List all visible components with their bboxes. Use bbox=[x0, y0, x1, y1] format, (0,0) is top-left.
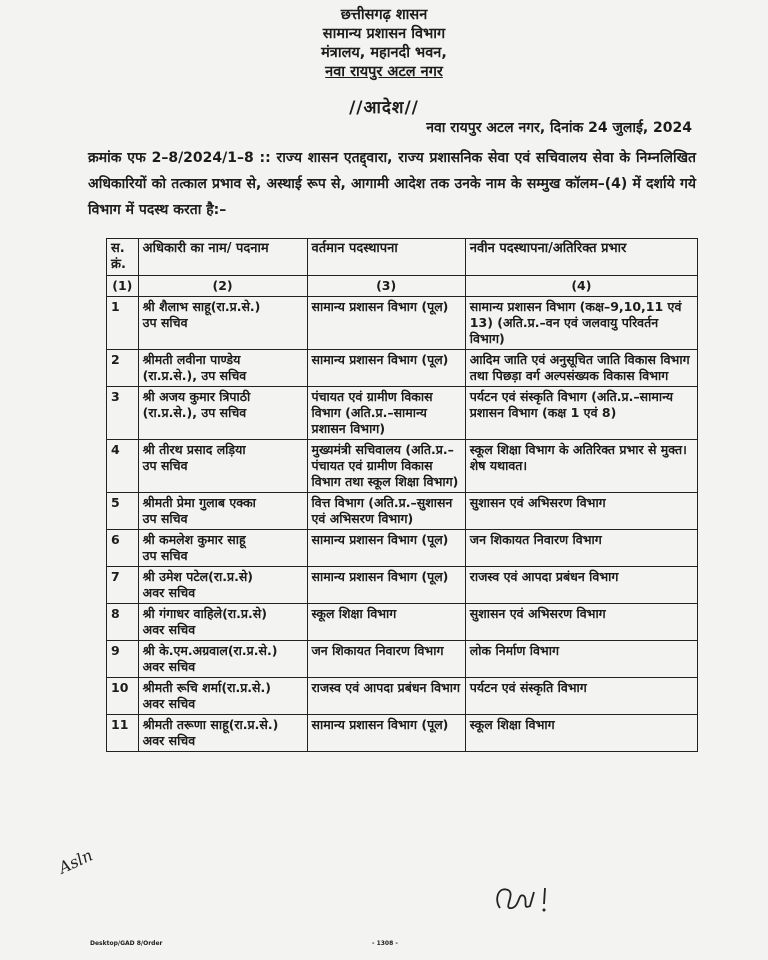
current-posting: मुख्यमंत्री सचिवालय (अति.प्र.–पंचायत एवं ग्रामीण विकास विभाग तथा स्कूल शिक्षा विभाग) bbox=[307, 440, 465, 493]
table-row bbox=[107, 440, 698, 493]
officer-cell bbox=[138, 350, 307, 387]
col-number: (4) bbox=[465, 276, 697, 297]
serial-number: 2 bbox=[107, 350, 139, 387]
officer-cell bbox=[138, 297, 307, 350]
new-posting: राजस्व एवं आपदा प्रबंधन विभाग bbox=[465, 567, 697, 604]
officer-designation: अवर सचिव bbox=[142, 696, 196, 711]
order-title: //आदेश// bbox=[349, 98, 419, 118]
serial-number: 7 bbox=[107, 567, 139, 604]
government-name: छत्तीसगढ़ शासन bbox=[340, 7, 428, 23]
table-row bbox=[107, 641, 698, 678]
new-posting: पर्यटन एवं संस्कृति विभाग bbox=[465, 678, 697, 715]
officer-designation: उप सचिव bbox=[142, 511, 188, 526]
officer-designation: उप सचिव bbox=[142, 315, 188, 330]
col-number: (1) bbox=[107, 276, 139, 297]
officer-name: श्रीमती तरूणा साहू(रा.प्र.से.) bbox=[142, 717, 279, 732]
new-posting: पर्यटन एवं संस्कृति विभाग (अति.प्र.–सामान्य प्रशासन विभाग (कक्ष 1 एवं 8) bbox=[465, 387, 697, 440]
serial-number: 9 bbox=[107, 641, 139, 678]
officer-cell bbox=[138, 530, 307, 567]
officer-designation: अवर सचिव bbox=[142, 585, 196, 600]
current-posting: स्कूल शिक्षा विभाग bbox=[307, 604, 465, 641]
current-posting: वित्त विभाग (अति.प्र.–सुशासन एवं अभिसरण विभाग) bbox=[307, 493, 465, 530]
current-posting: राजस्व एवं आपदा प्रबंधन विभाग bbox=[307, 678, 465, 715]
new-posting: जन शिकायत निवारण विभाग bbox=[465, 530, 697, 567]
header-current: वर्तमान पदस्थापना bbox=[307, 239, 465, 276]
current-posting: सामान्य प्रशासन विभाग (पूल) bbox=[307, 715, 465, 752]
serial-number: 6 bbox=[107, 530, 139, 567]
officer-name: श्री तीरथ प्रसाद लड़िया bbox=[142, 442, 246, 457]
table-row bbox=[107, 567, 698, 604]
header-new: नवीन पदस्थापना/अतिरिक्त प्रभार bbox=[465, 239, 697, 276]
officer-name: श्री कमलेश कुमार साहू bbox=[142, 532, 246, 547]
officer-name: श्री उमेश पटेल(रा.प्र.से) bbox=[142, 569, 253, 584]
officer-designation: (रा.प्र.से.), उप सचिव bbox=[142, 405, 247, 420]
officer-name: श्री अजय कुमार त्रिपाठी bbox=[142, 389, 251, 404]
header-officer: अधिकारी का नाम/ पदनाम bbox=[138, 239, 307, 276]
officer-name: श्रीमती रूचि शर्मा(रा.प्र.से.) bbox=[142, 680, 271, 695]
officer-cell bbox=[138, 715, 307, 752]
officer-name: श्री के.एम.अग्रवाल(रा.प्र.से.) bbox=[142, 643, 278, 658]
officer-name: श्री शैलाभ साहू(रा.प्र.से.) bbox=[142, 299, 261, 314]
officer-designation: उप सचिव bbox=[142, 548, 188, 563]
intro-paragraph: क्रमांक एफ 2–8/2024/1–8 :: राज्य शासन एतद्द्वारा, राज्य प्रशासनिक सेवा एवं सचिवालय सेवा के निम्नलिखित अधिकारियों को तत्काल प्रभाव से, अस्थाई रूप से, आगामी आदेश तक उनके नाम के सम्मुख कॉलम–(4) में दर्शाये गये विभाग में पदस्थ करता है:– bbox=[88, 150, 696, 218]
letterhead bbox=[0, 6, 768, 82]
current-posting: सामान्य प्रशासन विभाग (पूल) bbox=[307, 530, 465, 567]
serial-number: 5 bbox=[107, 493, 139, 530]
officer-name: श्रीमती प्रेमा गुलाब एक्का bbox=[142, 495, 256, 510]
officer-cell bbox=[138, 387, 307, 440]
new-posting: आदिम जाति एवं अनुसूचित जाति विकास विभाग तथा पिछड़ा वर्ग अल्पसंख्यक विकास विभाग bbox=[465, 350, 697, 387]
current-posting: सामान्य प्रशासन विभाग (पूल) bbox=[307, 297, 465, 350]
new-posting: सुशासन एवं अभिसरण विभाग bbox=[465, 493, 697, 530]
officer-name: श्री गंगाधर वाहिले(रा.प्र.से) bbox=[142, 606, 267, 621]
serial-number: 11 bbox=[107, 715, 139, 752]
table-row bbox=[107, 493, 698, 530]
serial-number: 1 bbox=[107, 297, 139, 350]
table-row bbox=[107, 678, 698, 715]
new-posting: स्कूल शिक्षा विभाग bbox=[465, 715, 697, 752]
officer-signature bbox=[490, 880, 560, 920]
new-posting: सुशासन एवं अभिसरण विभाग bbox=[465, 604, 697, 641]
officer-cell bbox=[138, 678, 307, 715]
new-posting: सामान्य प्रशासन विभाग (कक्ष–9,10,11 एवं 13) (अति.प्र.–वन एवं जलवायु परिवर्तन विभाग) bbox=[465, 297, 697, 350]
table-row bbox=[107, 604, 698, 641]
building-name: मंत्रालय, महानदी भवन, bbox=[321, 45, 447, 61]
serial-number: 8 bbox=[107, 604, 139, 641]
serial-number: 4 bbox=[107, 440, 139, 493]
current-posting: जन शिकायत निवारण विभाग bbox=[307, 641, 465, 678]
col-number: (3) bbox=[307, 276, 465, 297]
department-name: सामान्य प्रशासन विभाग bbox=[322, 26, 446, 42]
officer-cell bbox=[138, 604, 307, 641]
header-serial: स. क्रं. bbox=[107, 239, 139, 276]
new-posting: स्कूल शिक्षा विभाग के अतिरिक्त प्रभार से मुक्त। शेष यथावत। bbox=[465, 440, 697, 493]
table-row bbox=[107, 297, 698, 350]
posting-table bbox=[106, 238, 698, 752]
officer-designation: अवर सचिव bbox=[142, 622, 196, 637]
current-posting: सामान्य प्रशासन विभाग (पूल) bbox=[307, 350, 465, 387]
serial-number: 10 bbox=[107, 678, 139, 715]
serial-number: 3 bbox=[107, 387, 139, 440]
initials-signature: Asln bbox=[55, 845, 96, 878]
officer-designation: अवर सचिव bbox=[142, 659, 196, 674]
current-posting: पंचायत एवं ग्रामीण विकास विभाग (अति.प्र.–सामान्य प्रशासन विभाग) bbox=[307, 387, 465, 440]
officer-designation: (रा.प्र.से.), उप सचिव bbox=[142, 368, 247, 383]
new-posting: लोक निर्माण विभाग bbox=[465, 641, 697, 678]
officer-cell bbox=[138, 567, 307, 604]
page-number: - 1308 - bbox=[372, 940, 398, 947]
current-posting: सामान्य प्रशासन विभाग (पूल) bbox=[307, 567, 465, 604]
city-name: नवा रायपुर अटल नगर bbox=[325, 64, 443, 80]
table-row bbox=[107, 530, 698, 567]
officer-designation: अवर सचिव bbox=[142, 733, 196, 748]
table-row bbox=[107, 715, 698, 752]
table-row bbox=[107, 387, 698, 440]
table-row bbox=[107, 350, 698, 387]
file-path: Desktop/GAD 8/Order bbox=[90, 940, 163, 947]
officer-cell bbox=[138, 440, 307, 493]
col-number: (2) bbox=[138, 276, 307, 297]
officer-cell bbox=[138, 641, 307, 678]
officer-name: श्रीमती लवीना पाण्डेय bbox=[142, 352, 241, 367]
officer-cell bbox=[138, 493, 307, 530]
officer-designation: उप सचिव bbox=[142, 458, 188, 473]
date-line: नवा रायपुर अटल नगर, दिनांक 24 जुलाई, 2024 bbox=[426, 120, 692, 136]
